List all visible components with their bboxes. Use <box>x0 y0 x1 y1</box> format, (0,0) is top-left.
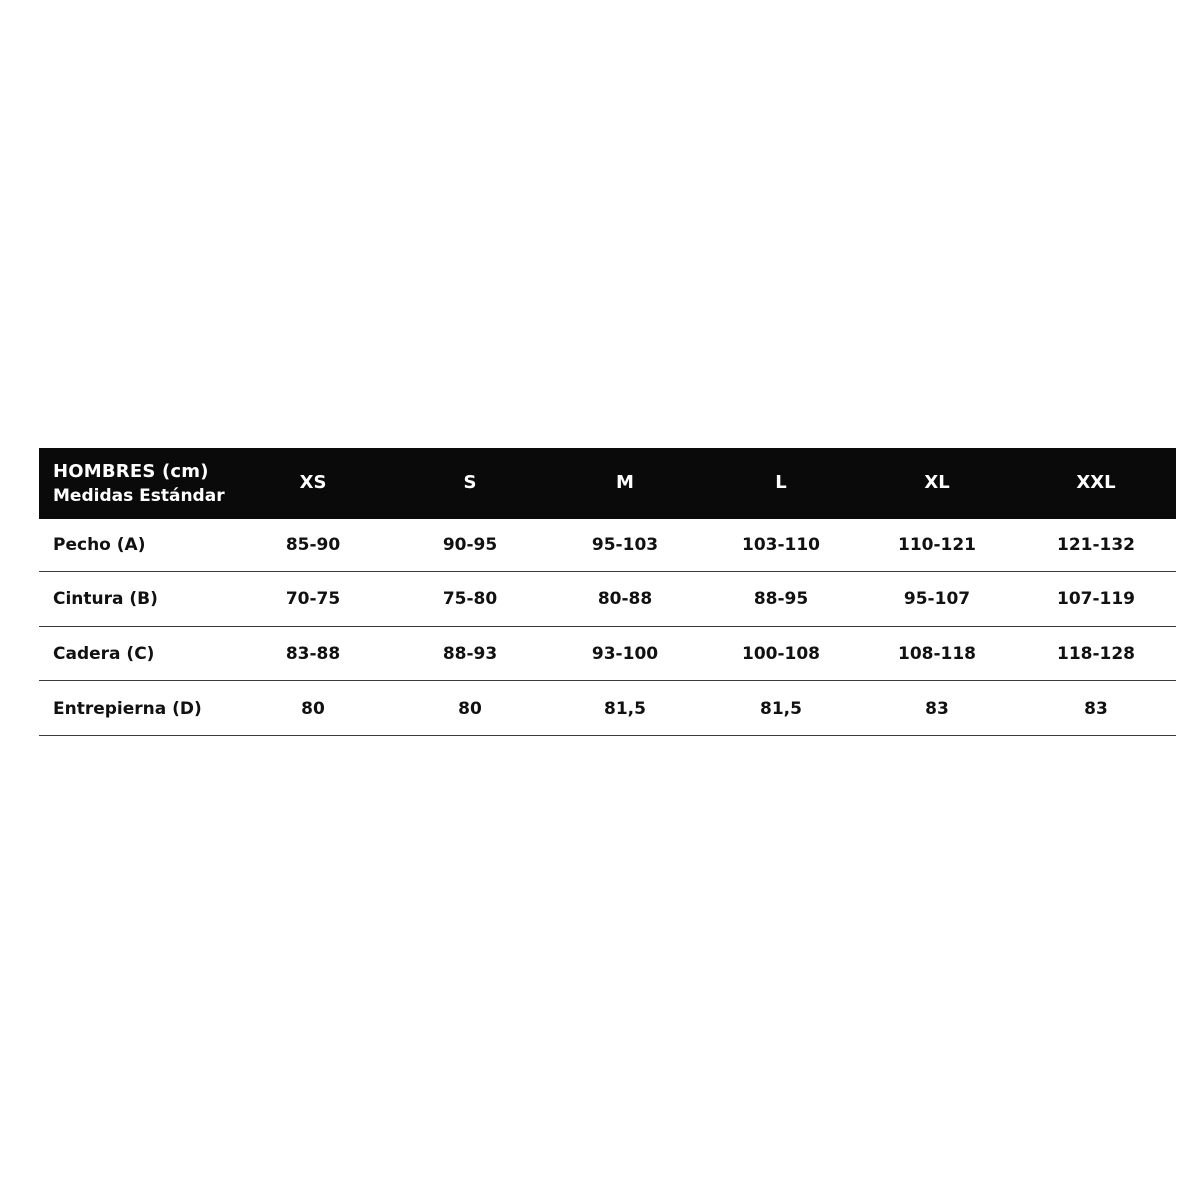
cell-value: 108-118 <box>897 644 977 664</box>
table-row-cadera <box>39 627 1176 681</box>
size-header-m: M <box>616 472 634 493</box>
table-row-cintura <box>39 572 1176 627</box>
cell-value: 81,5 <box>760 699 802 719</box>
cell-value: 80-88 <box>597 589 653 609</box>
cell-value: 118-128 <box>1056 644 1136 664</box>
size-header-xxl: XXL <box>1076 472 1116 493</box>
row-label: Cadera (C) <box>53 644 155 664</box>
size-header-l: L <box>775 472 787 493</box>
size-chart-table <box>39 448 1176 736</box>
cell-value: 93-100 <box>591 644 659 664</box>
cell-value: 75-80 <box>442 589 498 609</box>
cell-value: 95-107 <box>903 589 971 609</box>
cell-value: 88-95 <box>753 589 809 609</box>
row-label: Cintura (B) <box>53 589 158 609</box>
cell-value: 83-88 <box>285 644 341 664</box>
cell-value: 103-110 <box>741 535 821 555</box>
cell-value: 80 <box>458 699 482 719</box>
table-header-row <box>39 448 1176 519</box>
cell-value: 80 <box>301 699 325 719</box>
cell-value: 110-121 <box>897 535 977 555</box>
cell-value: 88-93 <box>442 644 498 664</box>
cell-value: 90-95 <box>442 535 498 555</box>
table-row-pecho <box>39 519 1176 572</box>
cell-value: 121-132 <box>1056 535 1136 555</box>
row-label: Pecho (A) <box>53 535 146 555</box>
size-header-s: S <box>463 472 477 493</box>
table-title <box>39 459 237 509</box>
table-row-entrepierna <box>39 681 1176 736</box>
size-header-xs: XS <box>299 472 327 493</box>
cell-value: 70-75 <box>285 589 341 609</box>
size-header-xl: XL <box>924 472 950 493</box>
row-label: Entrepierna (D) <box>53 699 202 719</box>
cell-value: 107-119 <box>1056 589 1136 609</box>
cell-value: 85-90 <box>285 535 341 555</box>
cell-value: 83 <box>925 699 949 719</box>
cell-value: 100-108 <box>741 644 821 664</box>
table-title-line1: HOMBRES (cm) <box>53 460 209 482</box>
cell-value: 81,5 <box>604 699 646 719</box>
table-title-line2: Medidas Estándar <box>53 485 225 506</box>
cell-value: 83 <box>1084 699 1108 719</box>
cell-value: 95-103 <box>591 535 659 555</box>
